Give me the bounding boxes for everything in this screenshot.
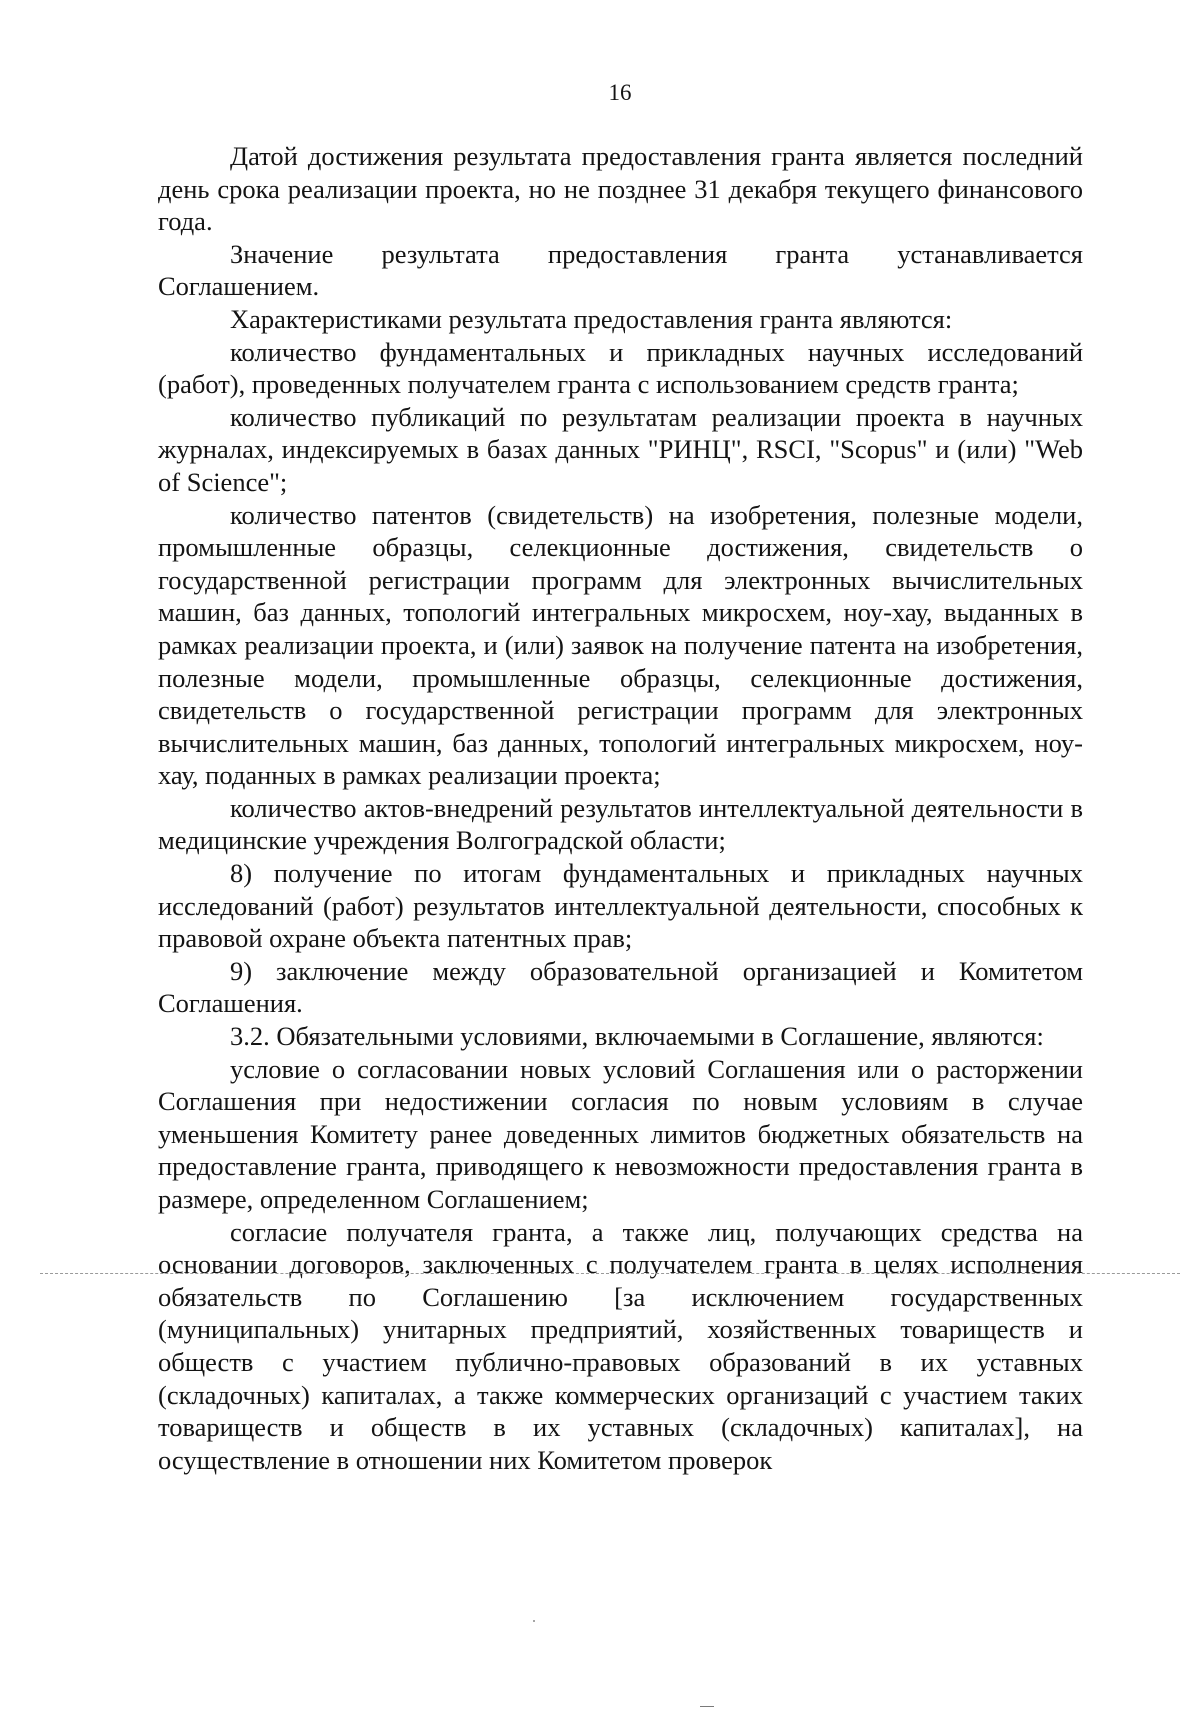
paragraph-item-8: 8) получение по итогам фундаментальных и прикладных научных исследований (работ) результатов интеллектуальной деятельности, способных к правовой охране объекта патентных прав; [158, 858, 1083, 954]
paragraph-item-9: 9) заключение между образовательной организацией и Комитетом Соглашения. [158, 955, 1083, 1019]
scan-artifact-tick [700, 1706, 714, 1707]
scan-artifact-dot [533, 1620, 535, 1622]
paragraph-characteristics-intro: Характеристиками результата предоставления гранта являются: [230, 303, 953, 334]
document-body [158, 140, 1083, 1476]
paragraph-implementation-acts: количество актов-внедрений результатов интеллектуальной деятельности в медицинские учреждения Волгоградской области; [158, 792, 1083, 856]
paragraph-result-date: Датой достижения результата предоставления гранта является последний день срока реализации проекта, но не позднее 31 декабря текущего финансового года. [158, 141, 1083, 237]
paragraph-consent-inspections: согласие получателя гранта, а также лиц, получающих средства на основании договоров, заключенных с получателем гранта в целях исполнения обязательств по Соглашению [за исключением государственных (муниципальных) унитарных предприятий, хозяйственных товариществ и обществ с участием публично-правовых образований в их уставных (складочных) капиталах, а также коммерческих организаций с участием таких товариществ и обществ в их уставных (складочных) капиталах], на осуществление в отношении них Комитетом проверок [158, 1216, 1083, 1475]
paragraph-section-3-2: 3.2. Обязательными условиями, включаемыми в Соглашение, являются: [230, 1021, 1044, 1052]
paragraph-result-value: Значение результата предоставления гранта устанавливается Соглашением. [158, 238, 1083, 302]
paragraph-condition-renegotiation: условие о согласовании новых условий Соглашения или о расторжении Соглашения при недостижении согласия по новым условиям в случае уменьшения Комитету ранее доведенных лимитов бюджетных обязательств на предоставление гранта, приводящего к невозможности предоставления гранта в размере, определенном Соглашением; [158, 1053, 1083, 1214]
paragraph-publications-count: количество публикаций по результатам реализации проекта в научных журналах, индексируемых в базах данных "РИНЦ", RSCI, "Scopus" и (или) "Web of Science"; [158, 401, 1083, 497]
paragraph-patents-count: количество патентов (свидетельств) на изобретения, полезные модели, промышленные образцы, селекционные достижения, свидетельств о государственной регистрации программ для электронных вычислительных машин, баз данных, топологий интегральных микросхем, ноу-хау, выданных в рамках реализации проекта, и (или) заявок на получение патента на изобретения, полезные модели, промышленные образцы, селекционные достижения, свидетельств о государственной регистрации программ для электронных вычислительных машин, баз данных, топологий интегральных микросхем, ноу-хау, поданных в рамках реализации проекта; [158, 499, 1083, 791]
page-number: 16 [608, 80, 632, 105]
scan-artifact-line [40, 1273, 1180, 1274]
paragraph-research-count: количество фундаментальных и прикладных научных исследований (работ), проведенных получателем гранта с использованием средств гранта; [158, 336, 1083, 400]
